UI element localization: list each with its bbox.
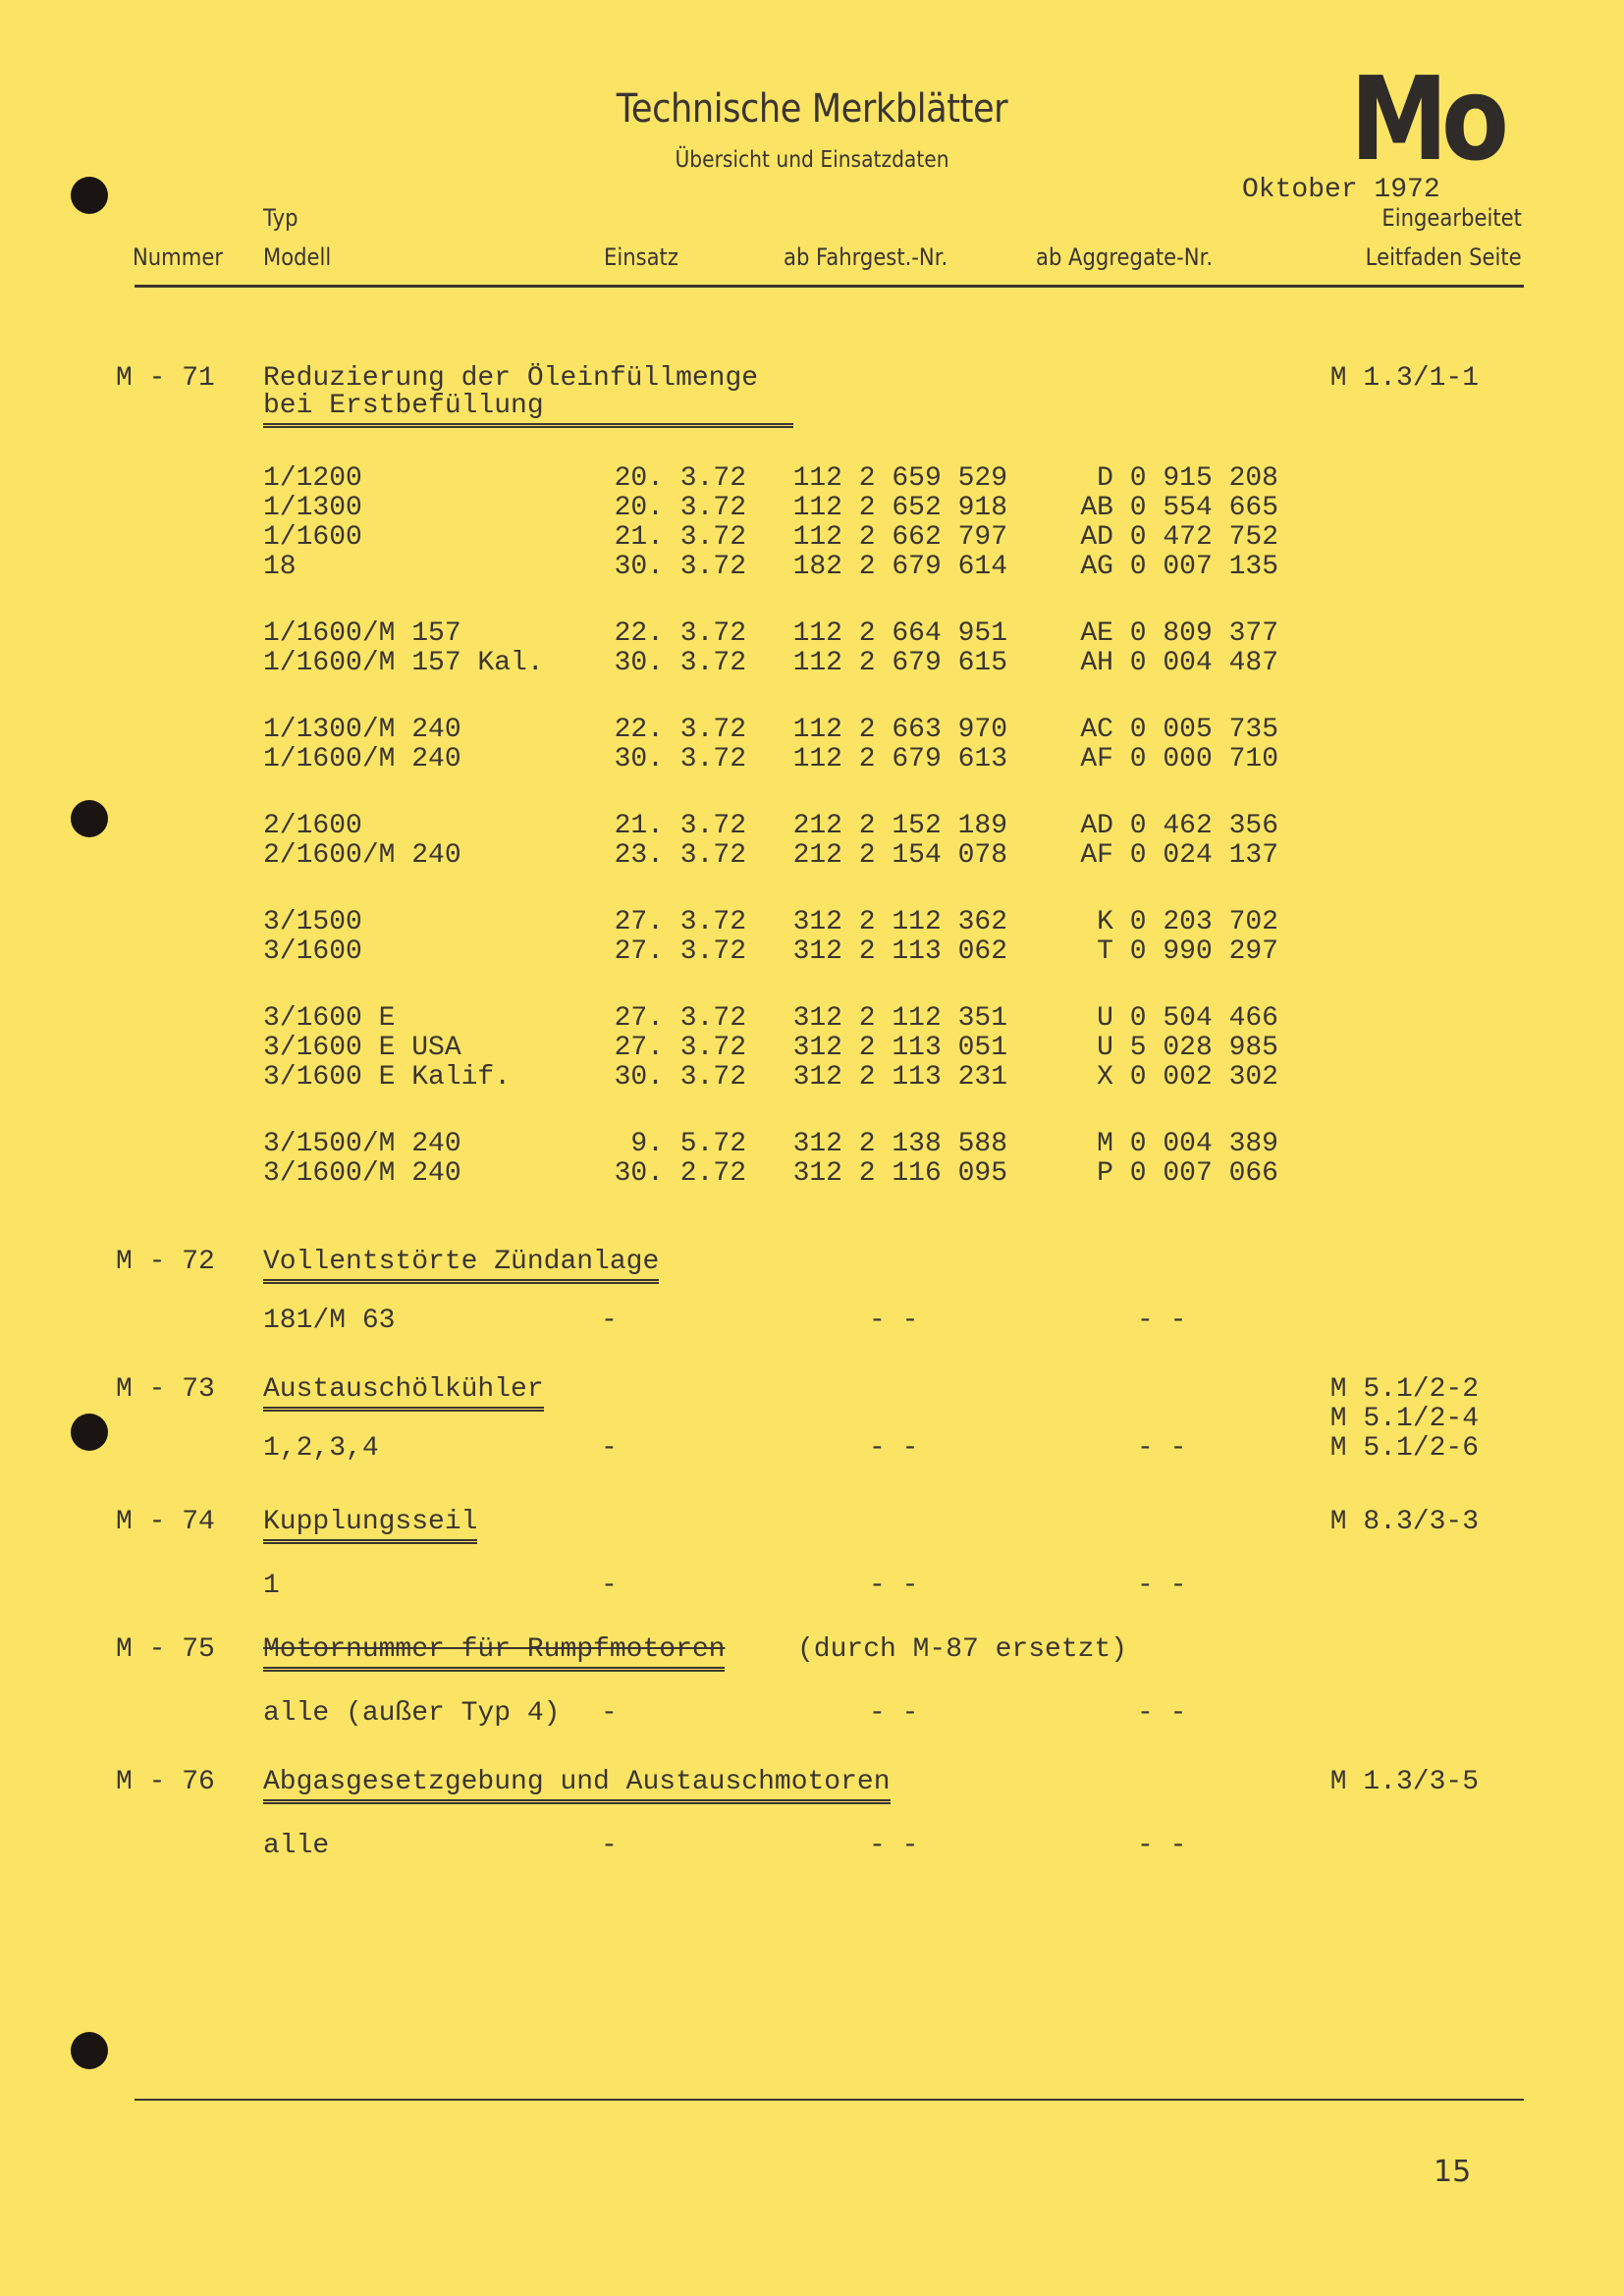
document-date: Oktober 1972 bbox=[1242, 175, 1440, 205]
entry-number: M - 75 bbox=[116, 1634, 215, 1665]
entry-number: M - 73 bbox=[116, 1374, 215, 1405]
cell-aggregate: AC 0 005 735 bbox=[1080, 715, 1278, 745]
cell-fahrgest: 112 2 663 970 bbox=[792, 715, 1007, 745]
cell-fahrgest: 212 2 154 078 bbox=[792, 840, 1007, 871]
cell-aggregate: - - bbox=[1137, 1698, 1187, 1729]
cell-aggregate: - - bbox=[1137, 1571, 1187, 1601]
col-nummer: Nummer bbox=[133, 243, 224, 271]
cell-fahrgest: 312 2 138 588 bbox=[792, 1129, 1007, 1159]
cell-aggregate: AF 0 000 710 bbox=[1080, 744, 1278, 774]
cell-einsatz: 23. 3.72 bbox=[614, 840, 746, 871]
cell-fahrgest: 182 2 679 614 bbox=[792, 552, 1007, 582]
cell-fahrgest: 112 2 679 615 bbox=[792, 648, 1007, 678]
cell-fahrgest: - - bbox=[869, 1698, 919, 1729]
cell-einsatz: 22. 3.72 bbox=[614, 618, 746, 649]
cell-aggregate: X 0 002 302 bbox=[1097, 1062, 1278, 1093]
cell-modell: 3/1500/M 240 bbox=[263, 1129, 461, 1159]
cell-modell: 1,2,3,4 bbox=[263, 1433, 379, 1464]
cell-modell: 3/1600 bbox=[263, 936, 362, 967]
cell-aggregate: U 0 504 466 bbox=[1097, 1003, 1278, 1034]
cell-aggregate: - - bbox=[1137, 1306, 1187, 1336]
footer-rule bbox=[135, 2099, 1524, 2101]
col-eingearbeitet: Eingearbeitet bbox=[1381, 204, 1522, 232]
punch-hole bbox=[71, 2032, 108, 2069]
cell-modell: 3/1600 E bbox=[263, 1003, 396, 1034]
cell-aggregate: AG 0 007 135 bbox=[1080, 552, 1278, 582]
cell-fahrgest: 312 2 116 095 bbox=[792, 1158, 1007, 1189]
cell-fahrgest: - - bbox=[869, 1831, 919, 1861]
cell-einsatz: 20. 3.72 bbox=[614, 493, 746, 523]
col-fahrgest: ab Fahrgest.-Nr. bbox=[784, 243, 948, 271]
cell-einsatz: 21. 3.72 bbox=[614, 811, 746, 841]
col-aggregate: ab Aggregate-Nr. bbox=[1036, 243, 1214, 271]
cell-modell: 1 bbox=[263, 1571, 280, 1601]
cell-einsatz: - bbox=[601, 1433, 618, 1464]
cell-einsatz: 22. 3.72 bbox=[614, 715, 746, 745]
cell-modell: 1/1300 bbox=[263, 493, 362, 523]
cell-fahrgest: 312 2 113 062 bbox=[792, 936, 1007, 967]
cell-einsatz: 30. 3.72 bbox=[614, 648, 746, 678]
punch-hole bbox=[71, 1414, 108, 1451]
leitfaden-ref: M 1.3/1-1 bbox=[1329, 363, 1479, 394]
cell-fahrgest: - - bbox=[869, 1433, 919, 1464]
cell-modell: 3/1600 E Kalif. bbox=[263, 1062, 512, 1093]
cell-einsatz: 30. 2.72 bbox=[614, 1158, 746, 1189]
cell-modell: 3/1600 E USA bbox=[263, 1033, 461, 1063]
cell-einsatz: 30. 3.72 bbox=[614, 552, 746, 582]
cell-aggregate: AB 0 554 665 bbox=[1080, 493, 1278, 523]
cell-modell: alle bbox=[263, 1831, 330, 1861]
col-leitfaden: Leitfaden Seite bbox=[1366, 243, 1522, 271]
cell-einsatz: 30. 3.72 bbox=[614, 744, 746, 774]
cell-einsatz: 30. 3.72 bbox=[614, 1062, 746, 1093]
cell-aggregate: D 0 915 208 bbox=[1097, 463, 1278, 494]
entry-title: Austauschölkühler bbox=[263, 1374, 544, 1412]
cell-aggregate: AD 0 462 356 bbox=[1080, 811, 1278, 841]
cell-modell: 181/M 63 bbox=[263, 1306, 396, 1336]
cell-einsatz: 20. 3.72 bbox=[614, 463, 746, 494]
cell-modell: 3/1500 bbox=[263, 907, 362, 937]
cell-fahrgest: 312 2 112 351 bbox=[792, 1003, 1007, 1034]
entry-number: M - 71 bbox=[116, 363, 215, 394]
cell-einsatz: - bbox=[601, 1571, 618, 1601]
cell-modell: 2/1600 bbox=[263, 811, 362, 841]
cell-aggregate: U 5 028 985 bbox=[1097, 1033, 1278, 1063]
cell-aggregate: T 0 990 297 bbox=[1097, 936, 1278, 967]
cell-fahrgest: - - bbox=[869, 1306, 919, 1336]
cell-einsatz: 9. 5.72 bbox=[630, 1129, 746, 1159]
cell-modell: 1/1600 bbox=[263, 522, 362, 553]
entry-title: bei Erstbefüllung bbox=[263, 391, 793, 428]
cell-modell: alle (außer Typ 4) bbox=[263, 1698, 561, 1729]
cell-fahrgest: 112 2 662 797 bbox=[792, 522, 1007, 553]
leitfaden-ref: M 5.1/2-4 bbox=[1329, 1404, 1479, 1434]
cell-modell: 1/1600/M 240 bbox=[263, 744, 461, 774]
col-einsatz: Einsatz bbox=[604, 243, 678, 271]
entry-note: (durch M-87 ersetzt) bbox=[797, 1634, 1128, 1665]
cell-modell: 18 bbox=[263, 552, 297, 582]
col-modell: Modell bbox=[263, 243, 332, 271]
cell-einsatz: 27. 3.72 bbox=[614, 936, 746, 967]
cell-aggregate: AE 0 809 377 bbox=[1080, 618, 1278, 649]
entry-title: Reduzierung der Öleinfüllmenge bbox=[263, 363, 759, 394]
punch-hole bbox=[71, 177, 108, 214]
cell-modell: 1/1300/M 240 bbox=[263, 715, 461, 745]
entry-number: M - 74 bbox=[116, 1507, 215, 1537]
punch-hole bbox=[71, 800, 108, 837]
cell-modell: 2/1600/M 240 bbox=[263, 840, 461, 871]
page-number: 15 bbox=[1434, 2155, 1472, 2189]
cell-fahrgest: 112 2 664 951 bbox=[792, 618, 1007, 649]
cell-modell: 1/1600/M 157 bbox=[263, 618, 461, 649]
cell-einsatz: 21. 3.72 bbox=[614, 522, 746, 553]
entry-title: Vollentstörte Zündanlage bbox=[263, 1247, 659, 1284]
cell-modell: 3/1600/M 240 bbox=[263, 1158, 461, 1189]
col-typ: Typ bbox=[263, 204, 298, 232]
cell-fahrgest: 112 2 659 529 bbox=[792, 463, 1007, 494]
cell-fahrgest: 112 2 679 613 bbox=[792, 744, 1007, 774]
entry-number: M - 72 bbox=[116, 1247, 215, 1277]
leitfaden-ref: M 1.3/3-5 bbox=[1329, 1767, 1479, 1797]
cell-einsatz: - bbox=[601, 1698, 618, 1729]
entry-title: Kupplungsseil bbox=[263, 1507, 477, 1544]
cell-fahrgest: 312 2 112 362 bbox=[792, 907, 1007, 937]
cell-aggregate: M 0 004 389 bbox=[1097, 1129, 1278, 1159]
header-rule bbox=[135, 285, 1524, 288]
cell-modell: 1/1600/M 157 Kal. bbox=[263, 648, 544, 678]
cell-aggregate: - - bbox=[1137, 1831, 1187, 1861]
cell-einsatz: 27. 3.72 bbox=[614, 907, 746, 937]
cell-einsatz: 27. 3.72 bbox=[614, 1003, 746, 1034]
leitfaden-ref: M 5.1/2-6 bbox=[1329, 1433, 1479, 1464]
logo: Mo bbox=[1350, 51, 1503, 187]
entry-number: M - 76 bbox=[116, 1767, 215, 1797]
cell-fahrgest: 312 2 113 231 bbox=[792, 1062, 1007, 1093]
cell-einsatz: - bbox=[601, 1831, 618, 1861]
cell-aggregate: AD 0 472 752 bbox=[1080, 522, 1278, 553]
cell-fahrgest: 112 2 652 918 bbox=[792, 493, 1007, 523]
cell-fahrgest: 312 2 113 051 bbox=[792, 1033, 1007, 1063]
cell-fahrgest: - - bbox=[869, 1571, 919, 1601]
cell-einsatz: 27. 3.72 bbox=[614, 1033, 746, 1063]
cell-aggregate: K 0 203 702 bbox=[1097, 907, 1278, 937]
cell-fahrgest: 212 2 152 189 bbox=[792, 811, 1007, 841]
entry-title: Abgasgesetzgebung und Austauschmotoren bbox=[263, 1767, 891, 1804]
cell-aggregate: AF 0 024 137 bbox=[1080, 840, 1278, 871]
document-subtitle: Übersicht und Einsatzdaten bbox=[675, 147, 949, 173]
leitfaden-ref: M 8.3/3-3 bbox=[1329, 1507, 1479, 1537]
cell-aggregate: AH 0 004 487 bbox=[1080, 648, 1278, 678]
cell-aggregate: P 0 007 066 bbox=[1097, 1158, 1278, 1189]
cell-modell: 1/1200 bbox=[263, 463, 362, 494]
document-title: Technische Merkblätter bbox=[616, 86, 1008, 132]
cell-aggregate: - - bbox=[1137, 1433, 1187, 1464]
cell-einsatz: - bbox=[601, 1306, 618, 1336]
leitfaden-ref: M 5.1/2-2 bbox=[1329, 1374, 1479, 1405]
entry-title: Motornummer für Rumpfmotoren bbox=[263, 1634, 725, 1672]
